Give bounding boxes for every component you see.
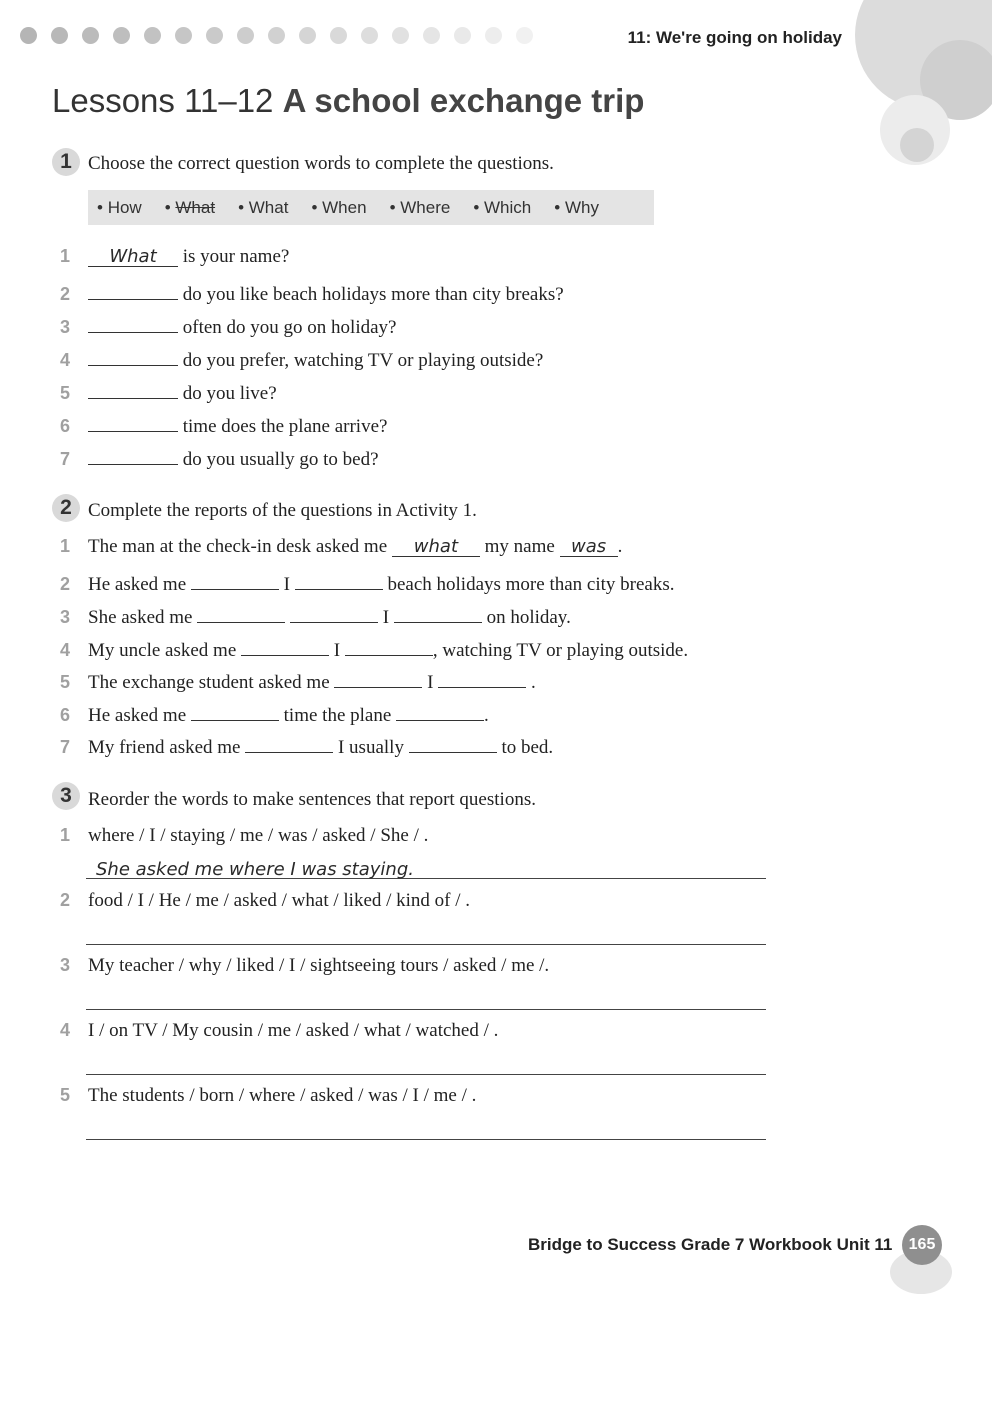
report-item: 6 He asked me time the plane .	[60, 700, 489, 727]
word-option: • When	[311, 197, 367, 217]
question-item: 5 do you live?	[60, 378, 277, 405]
answer-blank[interactable]	[88, 444, 178, 465]
answer-blank[interactable]	[88, 279, 178, 300]
answer-blank[interactable]: was	[560, 536, 618, 557]
answer-blank[interactable]	[197, 602, 285, 623]
answer-blank[interactable]	[345, 635, 433, 656]
book-title: Bridge to Success Grade 7 Workbook Unit 11	[528, 1235, 893, 1254]
answer-blank[interactable]	[88, 378, 178, 399]
answer-blank[interactable]: what	[392, 536, 480, 557]
report-item: 4 My uncle asked me I , watching TV or playing outside.	[60, 635, 688, 662]
page-title	[52, 82, 644, 120]
activity-number: 3	[52, 782, 80, 810]
word-option: • Which	[473, 197, 532, 217]
decorative-dot-row	[20, 27, 533, 44]
question-item: 4 do you prefer, watching TV or playing outside?	[60, 345, 543, 372]
word-option: • What	[238, 197, 289, 217]
unit-header: 11: We're going on holiday	[627, 28, 842, 47]
answer-blank[interactable]	[88, 345, 178, 366]
reorder-prompt: 2 food / I / He / me / asked / what / liked / kind of / .	[60, 890, 471, 911]
reorder-prompt: 4 I / on TV / My cousin / me / asked / what / watched / .	[60, 1020, 499, 1041]
answer-blank[interactable]	[396, 700, 484, 721]
answer-blank[interactable]	[191, 569, 279, 590]
activity-instruction: Complete the reports of the questions in Activity 1.	[88, 500, 477, 521]
answer-blank[interactable]	[409, 732, 497, 753]
activity-number: 2	[52, 494, 80, 522]
answer-blank[interactable]	[241, 635, 329, 656]
answer-blank[interactable]	[88, 312, 178, 333]
reorder-prompt: 1 where / I / staying / me / was / asked / She / .	[60, 825, 429, 846]
report-item: 7 My friend asked me I usually to bed.	[60, 732, 553, 759]
activity-instruction: Reorder the words to make sentences that report questions.	[88, 789, 536, 810]
answer-blank[interactable]	[295, 569, 383, 590]
report-item: 2 He asked me I beach holidays more than city breaks.	[60, 569, 674, 596]
answer-blank[interactable]	[334, 667, 422, 688]
answer-blank[interactable]	[290, 602, 378, 623]
answer-blank[interactable]	[394, 602, 482, 623]
answer-blank[interactable]: What	[88, 246, 178, 267]
word-option-used: • What	[164, 197, 216, 217]
activity-instruction: Choose the correct question words to complete the questions.	[88, 153, 554, 174]
report-item: 5 The exchange student asked me I .	[60, 667, 536, 694]
reorder-prompt: 3 My teacher / why / liked / I / sightseeing tours / asked / me /.	[60, 955, 550, 976]
question-item: 2 do you like beach holidays more than city breaks?	[60, 279, 564, 306]
page-number: 165	[902, 1225, 942, 1265]
answer-line[interactable]	[86, 1113, 766, 1140]
lesson-title: A school exchange trip	[282, 82, 645, 119]
word-box	[88, 190, 654, 225]
word-option: • How	[97, 197, 142, 217]
word-option: • Why	[554, 197, 599, 217]
report-item: 1 The man at the check-in desk asked me what my name was .	[60, 536, 623, 557]
answer-line[interactable]	[86, 983, 766, 1010]
report-item: 3 She asked me I on holiday.	[60, 602, 571, 629]
answer-blank[interactable]	[88, 411, 178, 432]
question-item: 6 time does the plane arrive?	[60, 411, 387, 438]
reorder-prompt: 5 The students / born / where / asked / was / I / me / .	[60, 1085, 477, 1106]
decorative-bubble	[900, 128, 934, 162]
answer-blank[interactable]	[245, 732, 333, 753]
answer-blank[interactable]	[438, 667, 526, 688]
lesson-prefix: Lessons 11–12	[52, 82, 274, 119]
question-item: 3 often do you go on holiday?	[60, 312, 396, 339]
answer-line[interactable]	[86, 918, 766, 945]
word-option: • Where	[389, 197, 451, 217]
answer-line[interactable]	[86, 1048, 766, 1075]
question-item: 1 What is your name?	[60, 246, 290, 267]
answer-blank[interactable]	[191, 700, 279, 721]
answer-line[interactable]	[86, 852, 766, 879]
question-item: 7 do you usually go to bed?	[60, 444, 379, 471]
activity-number: 1	[52, 148, 80, 176]
handwritten-answer: She asked me where I was staying.	[96, 859, 414, 880]
